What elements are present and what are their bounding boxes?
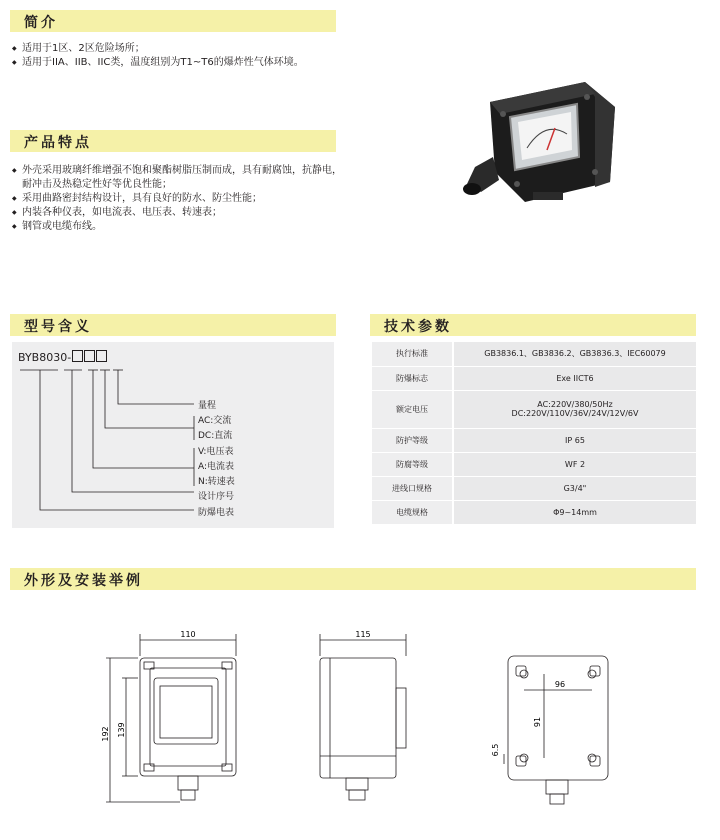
section-header-specs: [370, 314, 696, 336]
dim-label: 139: [117, 722, 126, 738]
model-label: 防爆电表: [198, 508, 235, 518]
dim-label: 96: [554, 680, 566, 689]
model-label: A:电流表: [198, 462, 235, 472]
spec-table: [372, 342, 696, 525]
model-code: BYB8030-: [18, 350, 107, 364]
dim-label: 6.5: [491, 743, 500, 757]
table-row: 防腐等级 WF 2: [372, 452, 696, 476]
table-row: 额定电压 AC:220V/380/50Hz DC:220V/110V/36V/24V/12V/6V: [372, 390, 696, 428]
section-title: 技术参数: [384, 319, 452, 335]
table-row: 执行标准 GB3836.1、GB3836.2、GB3836.3、IEC60079: [372, 342, 696, 366]
dim-label: 115: [355, 630, 371, 639]
side-view-drawing: [310, 626, 420, 816]
model-label: N:转速表: [198, 477, 235, 487]
model-label: DC:直流: [198, 431, 233, 441]
section-header-drawing: [10, 568, 696, 590]
section-title: 型号含义: [24, 319, 92, 335]
model-label: AC:交流: [198, 416, 232, 426]
model-label: 量程: [198, 401, 217, 411]
model-diagram: [12, 342, 334, 528]
section-title: 产品特点: [24, 135, 92, 151]
mounting-view-drawing: [488, 640, 628, 816]
section-header-features: [10, 130, 336, 152]
table-row: 防护等级 IP 65: [372, 428, 696, 452]
front-view-drawing: [100, 626, 260, 816]
list-item: ◆ 适用于1区、2区危险场所；: [12, 42, 304, 56]
list-item: ◆ 采用曲路密封结构设计，具有良好的防水、防尘性能；: [12, 192, 342, 206]
section-header-model: [10, 314, 336, 336]
list-item: ◆ 外壳采用玻璃纤维增强不饱和聚酯树脂压制而成，具有耐腐蚀，抗静电， 耐冲击及热稳定性好等优良性能；: [12, 164, 342, 192]
intro-list: [12, 42, 304, 70]
model-label: 设计序号: [198, 492, 235, 502]
table-row: 进线口规格 G3/4": [372, 476, 696, 500]
section-title: 简介: [24, 15, 58, 31]
features-list: [12, 164, 342, 234]
list-item: ◆ 内装各种仪表，如电流表、电压表、转速表；: [12, 206, 342, 220]
model-label: V:电压表: [198, 447, 234, 457]
table-row: 电缆规格 Φ9~14mm: [372, 500, 696, 524]
table-row: 防爆标志 Exe IICT6: [372, 366, 696, 390]
dim-label: 192: [101, 726, 110, 742]
section-header-intro: [10, 10, 336, 32]
dim-label: 110: [180, 630, 196, 639]
list-item: ◆ 适用于IIA、IIB、IIC类，温度组别为T1~T6的爆炸性气体环境。: [12, 56, 304, 70]
product-photo: [455, 62, 635, 212]
model-lines: [12, 342, 334, 528]
section-title: 外形及安装举例: [24, 573, 143, 589]
list-item: ◆ 钢管或电缆布线。: [12, 220, 342, 234]
dim-label: 91: [533, 716, 542, 728]
